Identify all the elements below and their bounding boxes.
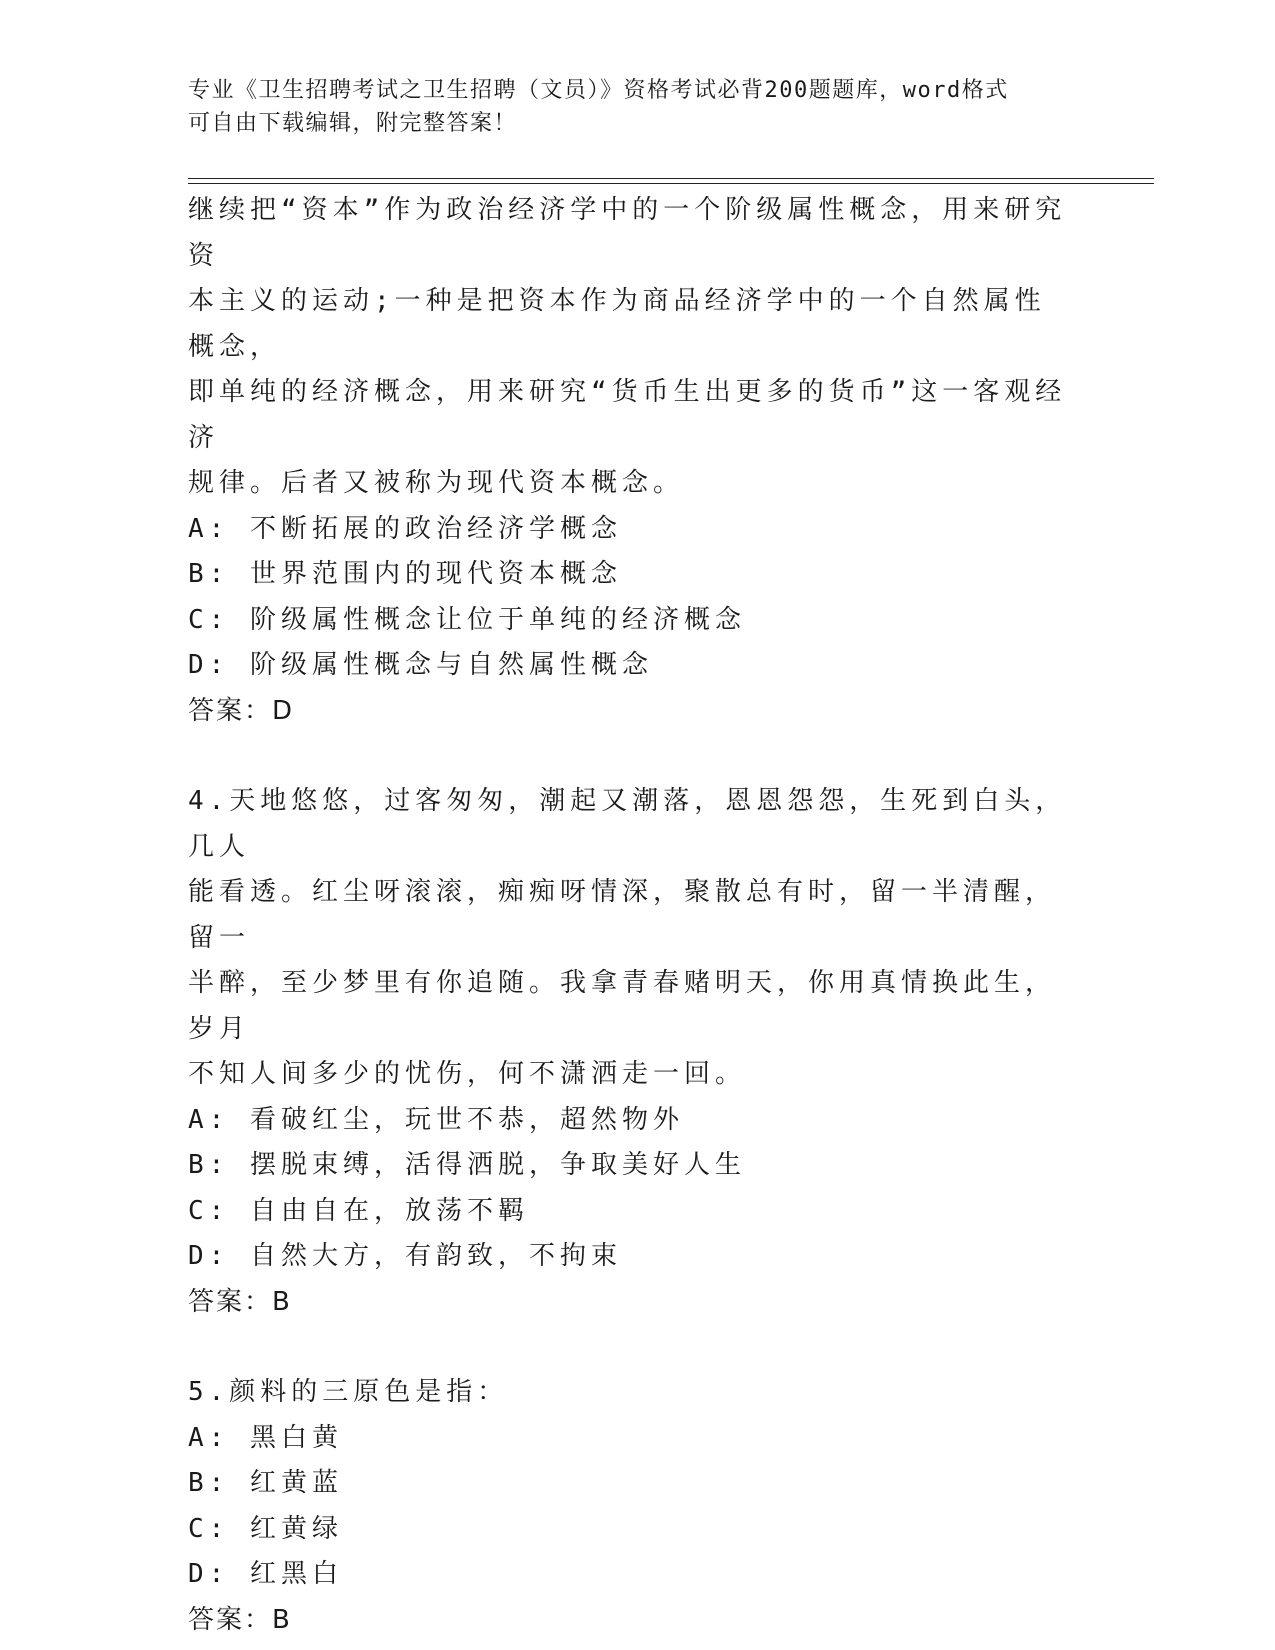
question-stem-line: 5.颜料的三原色是指：	[188, 1377, 509, 1407]
header-line-1: 专业《卫生招聘考试之卫生招聘（文员）》资格考试必背200题题库，word格式	[188, 78, 1009, 103]
document-header	[188, 74, 1068, 140]
option-b: B: 世界范围内的现代资本概念	[188, 559, 622, 589]
option-b: B: 红黄蓝	[188, 1468, 343, 1498]
option-a: A: 看破红尘，玩世不恭，超然物外	[188, 1104, 684, 1135]
answer-line: 答案：B	[188, 1286, 292, 1317]
answer-line: 答案：B	[188, 1604, 292, 1635]
question-stem-line: 规律。后者又被称为现代资本概念。	[188, 468, 685, 498]
question-stem-line: 继续把“资本”作为政治经济学中的一个阶级属性概念，用来研究资	[188, 195, 1067, 271]
option-a: A: 不断拓展的政治经济学概念	[188, 513, 622, 544]
question-stem-line: 本主义的运动;一种是把资本作为商品经济学中的一个自然属性概念，	[188, 286, 1046, 362]
answer-line: 答案：D	[188, 695, 295, 726]
option-c: C: 红黄绿	[188, 1513, 343, 1544]
question-3	[188, 188, 1068, 734]
header-divider-top	[188, 178, 1154, 179]
question-stem-line: 不知人间多少的忧伤，何不潇洒走一回。	[188, 1059, 747, 1089]
option-c: C: 阶级属性概念让位于单纯的经济概念	[188, 604, 746, 635]
option-d: D: 自然大方，有韵致，不拘束	[188, 1241, 622, 1271]
question-stem-line: 半醉，至少梦里有你追随。我拿青春赌明天，你用真情换此生，岁月	[188, 968, 1057, 1044]
question-4	[188, 779, 1068, 1325]
option-c: C: 自由自在，放荡不羁	[188, 1195, 529, 1226]
option-d: D: 红黑白	[188, 1559, 343, 1589]
question-stem-line: 4.天地悠悠，过客匆匆，潮起又潮落，恩恩怨怨，生死到白头，几人	[188, 786, 1067, 862]
option-a: A: 黑白黄	[188, 1422, 343, 1453]
question-5	[188, 1370, 1068, 1643]
header-divider-bottom	[188, 183, 1154, 184]
header-line-2: 可自由下载编辑，附完整答案！	[188, 111, 518, 136]
question-stem-line: 能看透。红尘呀滚滚，痴痴呀情深，聚散总有时，留一半清醒，留一	[188, 877, 1057, 953]
option-d: D: 阶级属性概念与自然属性概念	[188, 650, 653, 680]
document-body	[188, 188, 1068, 1643]
option-b: B: 摆脱束缚，活得洒脱，争取美好人生	[188, 1150, 746, 1180]
question-stem-line: 即单纯的经济概念，用来研究“货币生出更多的货币”这一客观经济	[188, 377, 1067, 453]
